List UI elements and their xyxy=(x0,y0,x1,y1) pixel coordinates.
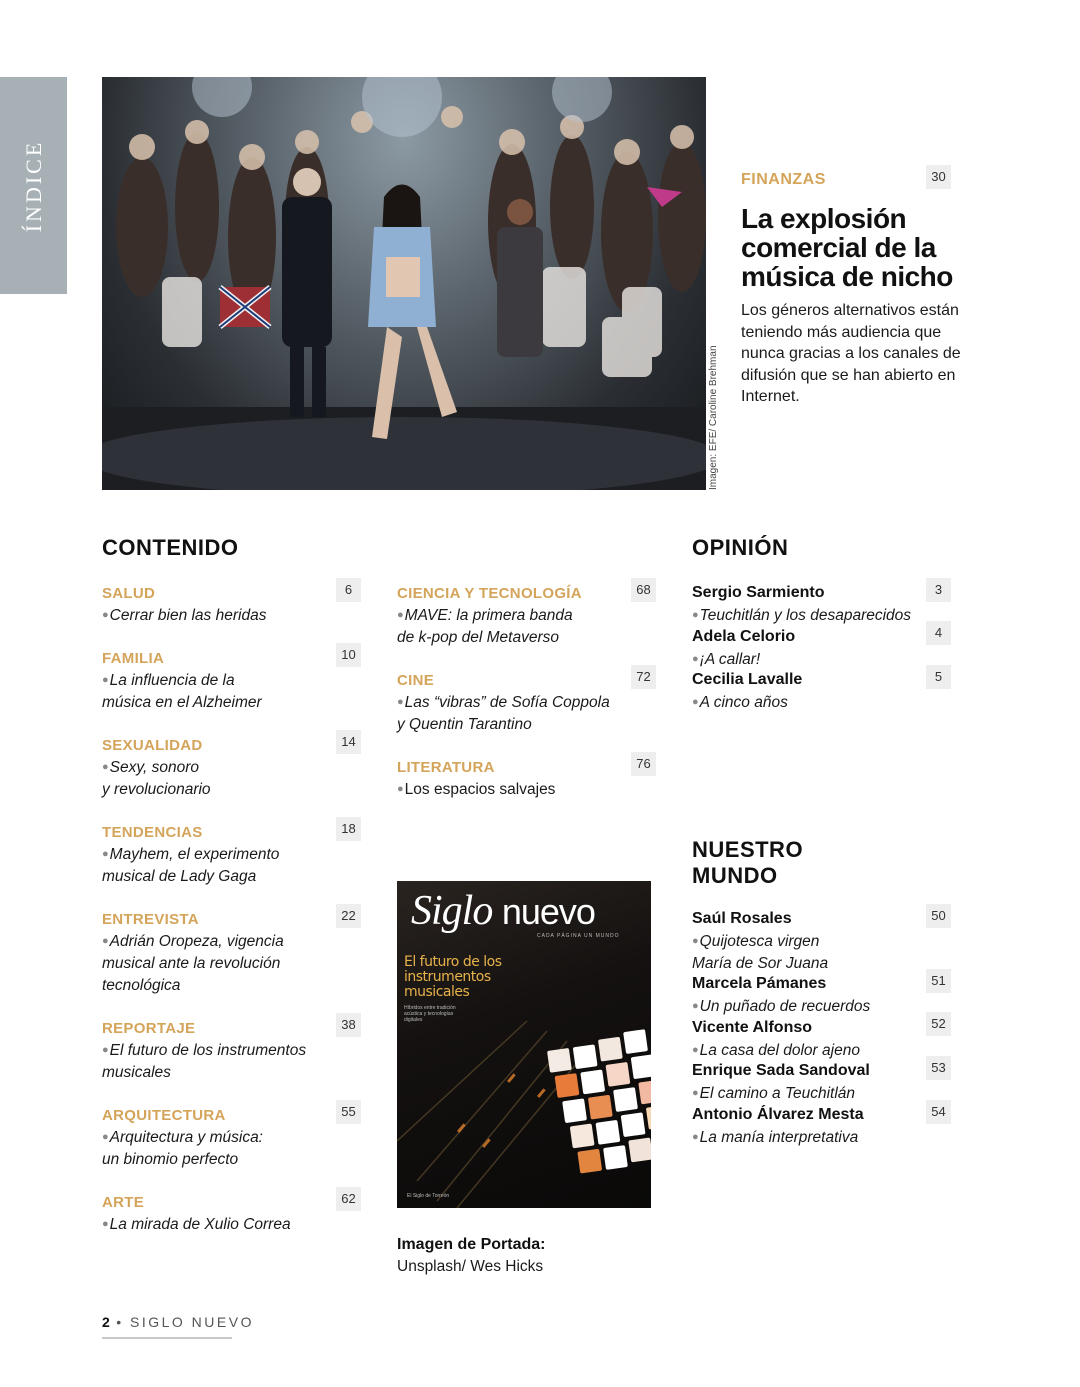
hero-photo xyxy=(102,77,706,490)
column-title: ●A cinco años xyxy=(692,694,788,711)
opinion-page-number: 3 xyxy=(926,578,951,602)
opinion-entry[interactable] xyxy=(692,626,932,671)
toc-page-number: 14 xyxy=(336,730,361,754)
toc-section: REPORTAJE xyxy=(102,1020,196,1037)
toc-page-number: 18 xyxy=(336,817,361,841)
toc-entry[interactable] xyxy=(102,1193,332,1236)
toc-section: ARTE xyxy=(102,1194,145,1211)
opinion-page-number: 4 xyxy=(926,621,951,645)
toc-page-number: 76 xyxy=(631,752,656,776)
toc-page-number: 6 xyxy=(336,578,361,602)
toc-description: ●Sexy, sonoro y revolucionario xyxy=(102,759,211,798)
toc-description: ●El futuro de los instrumentos musicales xyxy=(102,1042,307,1081)
opinion-entry[interactable] xyxy=(692,582,932,627)
bullet-icon: ● xyxy=(692,1000,699,1012)
toc-description: ●Mayhem, el experimento musical de Lady Gaga xyxy=(102,846,280,885)
mundo-entry[interactable] xyxy=(692,973,932,1018)
index-tab-label: ÍNDICE xyxy=(20,139,46,232)
nuestro-mundo-heading: NUESTRO MUNDO xyxy=(692,837,804,888)
toc-entry[interactable] xyxy=(102,736,332,801)
bullet-icon: ● xyxy=(692,1044,699,1056)
bullet-icon: ● xyxy=(102,935,109,947)
author-name: Cecilia Lavalle xyxy=(692,671,803,688)
toc-page-number: 62 xyxy=(336,1187,361,1211)
feature-section-label: FINANZAS xyxy=(741,171,826,188)
toc-page-number: 68 xyxy=(631,578,656,602)
toc-entry[interactable] xyxy=(397,671,627,736)
feature-page-number: 30 xyxy=(926,165,951,189)
toc-description: ●Las “vibras” de Sofía Coppola y Quentin Tarantino xyxy=(397,694,610,733)
bullet-icon: ● xyxy=(102,1218,109,1230)
mundo-page-number: 50 xyxy=(926,904,951,928)
bullet-icon: ● xyxy=(102,674,109,686)
bullet-icon: ● xyxy=(692,609,699,621)
bullet-icon: ● xyxy=(692,1087,699,1099)
toc-entry[interactable] xyxy=(102,823,332,888)
toc-page-number: 10 xyxy=(336,643,361,667)
toc-entry[interactable] xyxy=(102,1019,332,1084)
mundo-page-number: 51 xyxy=(926,969,951,993)
feature-title[interactable]: La explosión comercial de la música de nicho xyxy=(741,203,953,292)
bullet-icon: ● xyxy=(692,696,699,708)
author-name: Marcela Pámanes xyxy=(692,975,827,992)
toc-entry[interactable] xyxy=(102,910,332,997)
mundo-entry[interactable] xyxy=(692,1104,932,1149)
cover-credit-label: Imagen de Portada: xyxy=(397,1236,546,1253)
toc-section: FAMILIA xyxy=(102,650,165,667)
toc-description: ●La mirada de Xulio Correa xyxy=(102,1216,291,1233)
toc-entry[interactable] xyxy=(102,649,332,714)
toc-description: ●Arquitectura y música: un binomio perfecto xyxy=(102,1129,263,1168)
mundo-entry[interactable] xyxy=(692,908,932,975)
mundo-page-number: 52 xyxy=(926,1012,951,1036)
bullet-icon: ● xyxy=(397,783,404,795)
cover-footer: El Siglo de Torreón xyxy=(407,1193,450,1199)
opinion-page-number: 5 xyxy=(926,665,951,689)
toc-section: CIENCIA Y TECNOLOGÍA xyxy=(397,585,582,602)
toc-page-number: 72 xyxy=(631,665,656,689)
feature-summary: Los géneros alternativos están teniendo más audiencia que nunca gracias a los canales de difusión que se han abierto en Internet. xyxy=(741,302,961,405)
toc-entry[interactable] xyxy=(397,584,627,649)
footer-rule xyxy=(102,1337,232,1339)
cover-masthead: Siglo nuevo xyxy=(411,888,595,934)
opinion-heading: OPINIÓN xyxy=(692,535,789,560)
column-title: ●La casa del dolor ajeno xyxy=(692,1042,860,1059)
toc-section: LITERATURA xyxy=(397,759,495,776)
column-title: ●La manía interpretativa xyxy=(692,1129,859,1146)
toc-section: ENTREVISTA xyxy=(102,911,199,928)
contenido-heading: CONTENIDO xyxy=(102,535,239,560)
column-title: ●Quijotesca virgen María de Sor Juana xyxy=(692,933,829,972)
cover-headline: El futuro de los instrumentos musicales xyxy=(404,954,502,1000)
author-name: Antonio Álvarez Mesta xyxy=(692,1106,864,1123)
toc-page-number: 55 xyxy=(336,1100,361,1124)
bullet-icon: ● xyxy=(102,1131,109,1143)
toc-description: ●La influencia de la música en el Alzheimer xyxy=(102,672,262,711)
author-name: Enrique Sada Sandoval xyxy=(692,1062,870,1079)
toc-section: ARQUITECTURA xyxy=(102,1107,226,1124)
magazine-cover[interactable] xyxy=(397,881,651,1208)
toc-description: ●Adrián Oropeza, vigencia musical ante la revolución tecnológica xyxy=(102,933,284,994)
toc-section: TENDENCIAS xyxy=(102,824,203,841)
toc-page-number: 22 xyxy=(336,904,361,928)
author-name: Adela Celorio xyxy=(692,628,796,645)
toc-entry[interactable] xyxy=(102,1106,332,1171)
bullet-icon: ● xyxy=(102,1044,109,1056)
column-title: ●¡A callar! xyxy=(692,651,761,668)
bullet-icon: ● xyxy=(102,848,109,860)
toc-entry[interactable] xyxy=(397,758,627,801)
footer-page-number: 2 xyxy=(102,1314,110,1330)
column-title: ●Teuchitlán y los desaparecidos xyxy=(692,607,912,624)
mundo-page-number: 54 xyxy=(926,1100,951,1124)
toc-entry[interactable] xyxy=(102,584,332,627)
concert-crowd-illustration xyxy=(102,77,706,490)
bullet-icon: ● xyxy=(692,653,699,665)
toc-section: SEXUALIDAD xyxy=(102,737,203,754)
mundo-page-number: 53 xyxy=(926,1056,951,1080)
author-name: Saúl Rosales xyxy=(692,910,792,927)
column-title: ●El camino a Teuchitlán xyxy=(692,1085,856,1102)
toc-description: ●Los espacios salvajes xyxy=(397,781,556,798)
footer-magazine-name: SIGLO NUEVO xyxy=(129,1314,254,1330)
bullet-icon: ● xyxy=(397,609,404,621)
author-name: Sergio Sarmiento xyxy=(692,584,825,601)
toc-section: SALUD xyxy=(102,585,156,602)
bullet-icon: ● xyxy=(102,761,109,773)
author-name: Vicente Alfonso xyxy=(692,1019,813,1036)
toc-description: ●MAVE: la primera banda de k-pop del Metaverso xyxy=(397,607,573,646)
toc-page-number: 38 xyxy=(336,1013,361,1037)
mundo-entry[interactable] xyxy=(692,1017,932,1062)
cover-subheadline: Híbridos entre tradición acústica y tecnologías digitales xyxy=(404,1005,456,1023)
toc-section: CINE xyxy=(397,672,435,689)
toc-description: ●Cerrar bien las heridas xyxy=(102,607,267,624)
opinion-entry[interactable] xyxy=(692,669,932,714)
cover-tagline: CADA PÁGINA UN MUNDO xyxy=(537,933,620,939)
image-credit: Imagen: EFE/ Caroline Brehman xyxy=(708,345,719,490)
index-side-tab xyxy=(0,77,67,294)
column-title: ●Un puñado de recuerdos xyxy=(692,998,871,1015)
bullet-icon: ● xyxy=(692,935,699,947)
footer-separator: • xyxy=(116,1314,124,1330)
page-footer xyxy=(102,1314,254,1330)
bullet-icon: ● xyxy=(692,1131,699,1143)
mundo-entry[interactable] xyxy=(692,1060,932,1105)
cover-credit-value: Unsplash/ Wes Hicks xyxy=(397,1258,544,1275)
bullet-icon: ● xyxy=(102,609,109,621)
bullet-icon: ● xyxy=(397,696,404,708)
